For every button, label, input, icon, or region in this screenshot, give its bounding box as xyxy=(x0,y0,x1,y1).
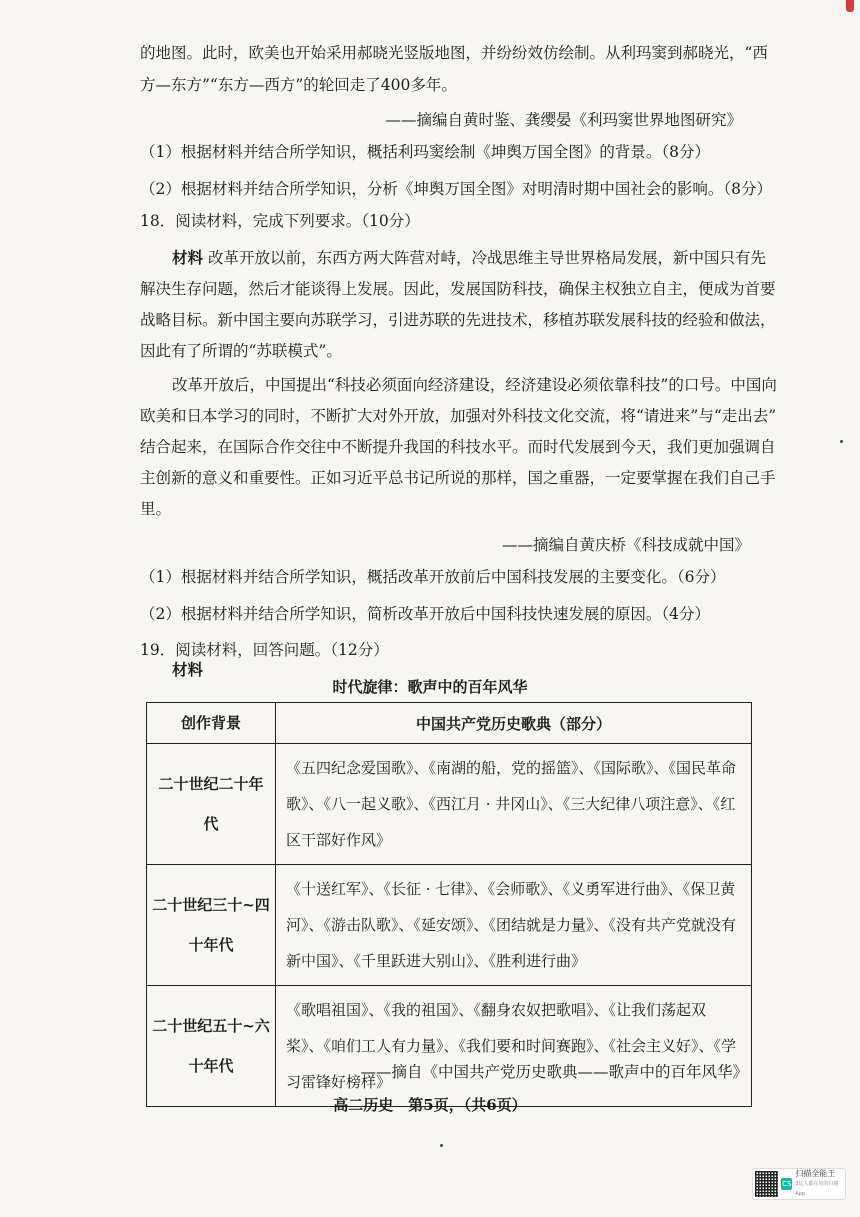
text-line: 方—东方”“东方—西方”的轮回走了400多年。 xyxy=(140,76,457,94)
material-label: 材料 xyxy=(172,660,204,679)
source-line: ——摘自《中国共产党历史歌典——歌声中的百年风华》 xyxy=(360,1063,748,1081)
app-logo-icon: CS xyxy=(782,1180,792,1188)
qr-code-icon xyxy=(755,1171,778,1197)
material-line: 解决生存问题，然后才能谈得上发展。因此，发展国防科技，确保主权独立自主，便成为首要 xyxy=(140,280,776,298)
column-header: 中国共产党历史歌典（部分） xyxy=(276,703,752,744)
songs-cell: 《五四纪念爱国歌》、《南湖的船，党的摇篮》、《国际歌》、《国民革命歌》、《八一起义歌》、《西江月 · 井冈山》、《三大纪律八项注意》、《红区干部好作风》 xyxy=(276,744,752,865)
era-cell: 二十世纪三十~四 十年代 xyxy=(147,865,276,986)
table-title: 时代旋律：歌声中的百年风华 xyxy=(332,678,528,696)
material-line: 欧美和日本学习的同时，不断扩大对外开放，加强对外科技文化交流，将“请进来”与“走出去” xyxy=(140,407,777,425)
speck xyxy=(440,1144,443,1147)
column-header: 创作背景 xyxy=(147,703,276,744)
source-line: ——摘编自黄时鉴、龚缨晏《利玛窦世界地图研究》 xyxy=(385,111,742,129)
page-footer: 高二历史 第5页，（共6页） xyxy=(333,1096,527,1114)
question-18-heading: 18．阅读材料，完成下列要求。（10分） xyxy=(140,212,420,230)
question-19-heading: 19．阅读材料，回答问题。（12分） xyxy=(140,641,389,659)
table-row xyxy=(147,744,752,865)
text-line: 的地图。此时，欧美也开始采用郝晓光竖版地图，并纷纷效仿绘制。从利玛窦到郝晓光，“西 xyxy=(140,44,768,62)
table-header-row xyxy=(147,703,752,744)
material-line: 战略目标。新中国主要向苏联学习，引进苏联的先进技术，移植苏联发展科技的经验和做法， xyxy=(140,311,776,329)
corner-mark xyxy=(846,0,854,12)
question-17-1: （1）根据材料并结合所学知识，概括利玛窦绘制《坤舆万国全图》的背景。（8分） xyxy=(140,143,710,161)
material-line: 因此有了所谓的“苏联模式”。 xyxy=(140,342,342,360)
table-row xyxy=(147,865,752,986)
material-label: 材料 xyxy=(172,248,204,267)
watermark-text: 扫描全能王 3亿人都在用的扫描App xyxy=(795,1169,839,1197)
material-line: 里。 xyxy=(140,500,172,518)
songs-cell: 《十送红军》、《长征 · 七律》、《会师歌》、《义勇军进行曲》、《保卫黄河》、《游击队歌》、《延安颂》、《团结就是力量》、《没有共产党就没有新中国》、《千里跃进大别山》、《胜利进行曲》 xyxy=(276,865,752,986)
songs-table xyxy=(146,702,752,1107)
era-cell: 二十世纪五十~六 十年代 xyxy=(147,986,276,1107)
material-line: 主创新的意义和重要性。正如习近平总书记所说的那样，国之重器，一定要掌握在我们自己手 xyxy=(140,469,776,487)
material-line: 改革开放后，中国提出“科技必须面向经济建设，经济建设必须依靠科技”的口号。中国向 xyxy=(172,376,777,394)
era-cell: 二十世纪二十年 代 xyxy=(147,744,276,865)
material-line: 材料 改革开放以前，东西方两大阵营对峙，冷战思维主导世界格局发展，新中国只有先 xyxy=(172,248,766,267)
table-row xyxy=(147,986,752,1107)
question-18-2: （2）根据材料并结合所学知识，简析改革开放后中国科技快速发展的原因。（4分） xyxy=(140,605,710,623)
scanner-watermark xyxy=(752,1168,846,1200)
material-line: 结合起来，在国际合作交往中不断提升我国的科技水平。而时代发展到今天，我们更加强调自 xyxy=(140,438,776,456)
speck xyxy=(840,440,843,443)
question-17-2: （2）根据材料并结合所学知识，分析《坤舆万国全图》对明清时期中国社会的影响。（8分） xyxy=(140,180,772,198)
source-line: ——摘编自黄庆桥《科技成就中国》 xyxy=(501,536,750,554)
question-18-1: （1）根据材料并结合所学知识，概括改革开放前后中国科技发展的主要变化。（6分） xyxy=(140,568,726,586)
songs-cell: 《歌唱祖国》、《我的祖国》、《翻身农奴把歌唱》、《让我们荡起双桨》、《咱们工人有力量》、《我们要和时间赛跑》、《社会主义好》、《学习雷锋好榜样》 xyxy=(276,986,752,1107)
